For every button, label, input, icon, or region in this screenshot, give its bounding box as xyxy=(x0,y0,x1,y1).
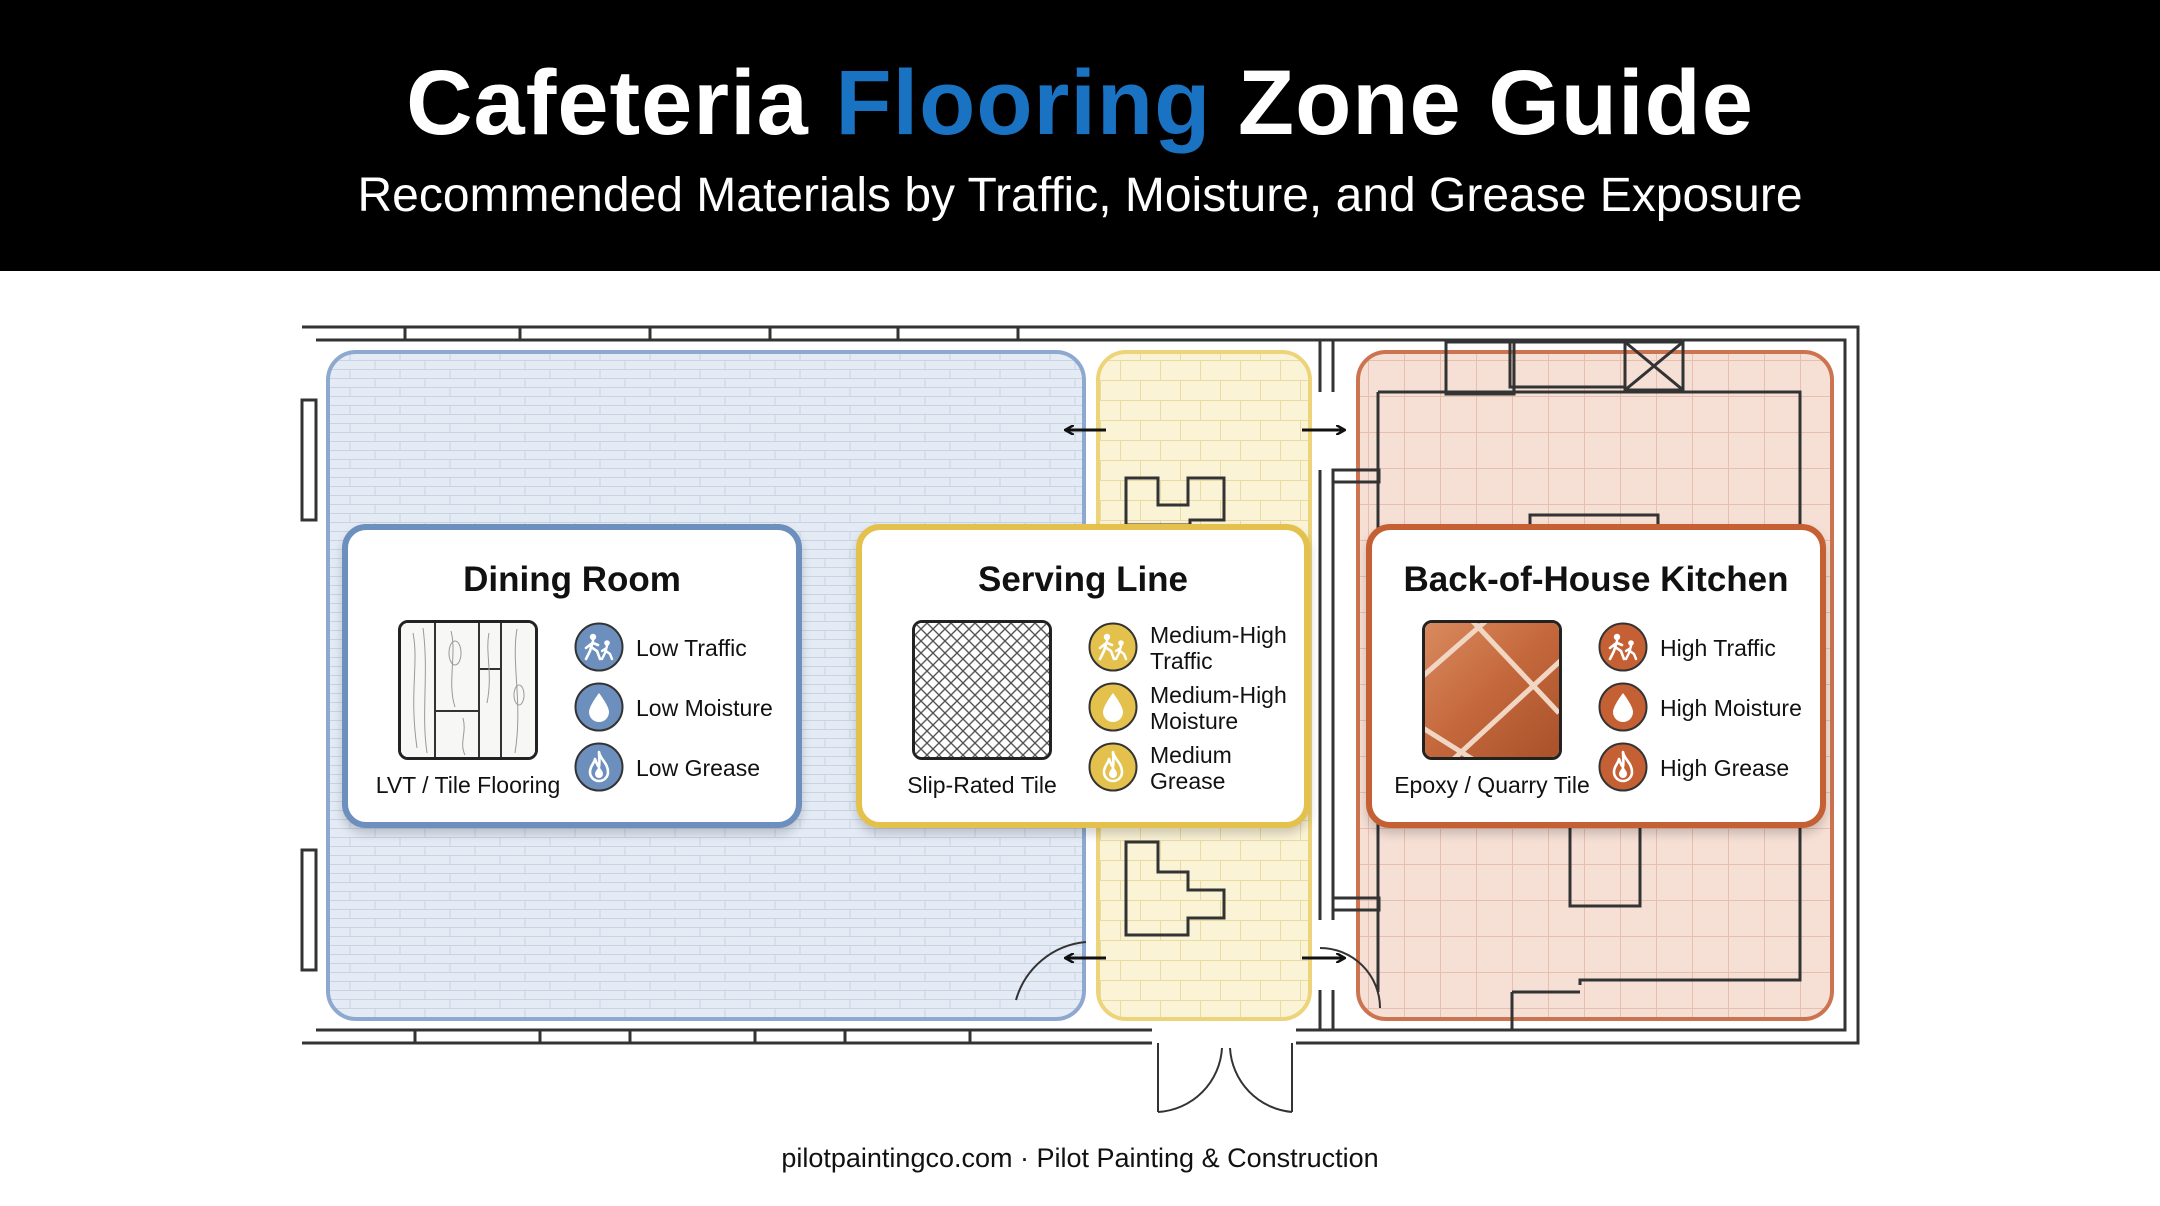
attribute-label: Medium-High Traffic xyxy=(1150,622,1287,674)
slip-rated-tile-swatch xyxy=(912,620,1052,760)
attribute-row xyxy=(1088,742,1308,798)
attribute-label: Medium Grease xyxy=(1150,742,1232,794)
title-part-2: Zone Guide xyxy=(1237,52,1754,154)
grease-icon xyxy=(574,742,624,792)
zone-card-back-of-house-kitchen xyxy=(1366,524,1826,828)
grease-icon xyxy=(1088,742,1138,792)
grease-icon xyxy=(1598,742,1648,792)
attribute-row xyxy=(1088,622,1308,678)
zone-title: Back-of-House Kitchen xyxy=(1403,560,1789,599)
title-part-1: Cafeteria xyxy=(406,52,809,154)
page-subtitle: Recommended Materials by Traffic, Moisture, and Grease Exposure xyxy=(357,169,1803,222)
attribute-label: Low Moisture xyxy=(636,695,773,721)
traffic-icon xyxy=(1598,622,1648,672)
epoxy-quarry-tile-swatch xyxy=(1422,620,1562,760)
moisture-icon xyxy=(574,682,624,732)
attribute-label: Medium-High Moisture xyxy=(1150,682,1287,734)
attribute-row xyxy=(574,682,794,738)
moisture-icon xyxy=(1088,682,1138,732)
attribute-label: High Grease xyxy=(1660,755,1790,781)
attribute-row xyxy=(1598,682,1818,738)
zone-title: Serving Line xyxy=(977,560,1189,599)
lvt-tile-swatch xyxy=(398,620,538,760)
zone-card-dining-room xyxy=(342,524,802,828)
traffic-icon xyxy=(574,622,624,672)
attribute-label: High Traffic xyxy=(1660,635,1776,661)
attribute-row xyxy=(574,742,794,798)
material-label: LVT / Tile Flooring xyxy=(375,772,561,798)
attribute-label: High Moisture xyxy=(1660,695,1802,721)
zone-card-serving-line xyxy=(856,524,1310,828)
attribute-row xyxy=(1088,682,1308,738)
material-label: Slip-Rated Tile xyxy=(907,772,1057,798)
attribute-row xyxy=(574,622,794,678)
title-highlight: Flooring xyxy=(835,52,1212,154)
attribute-label: Low Grease xyxy=(636,755,761,781)
material-label: Epoxy / Quarry Tile xyxy=(1394,772,1590,798)
attribute-row xyxy=(1598,622,1818,678)
attribute-row xyxy=(1598,742,1818,798)
zone-title: Dining Room xyxy=(463,560,681,599)
footer-credit: pilotpaintingco.com · Pilot Painting & Construction xyxy=(781,1143,1379,1173)
moisture-icon xyxy=(1598,682,1648,732)
traffic-icon xyxy=(1088,622,1138,672)
attribute-label: Low Traffic xyxy=(636,635,747,661)
